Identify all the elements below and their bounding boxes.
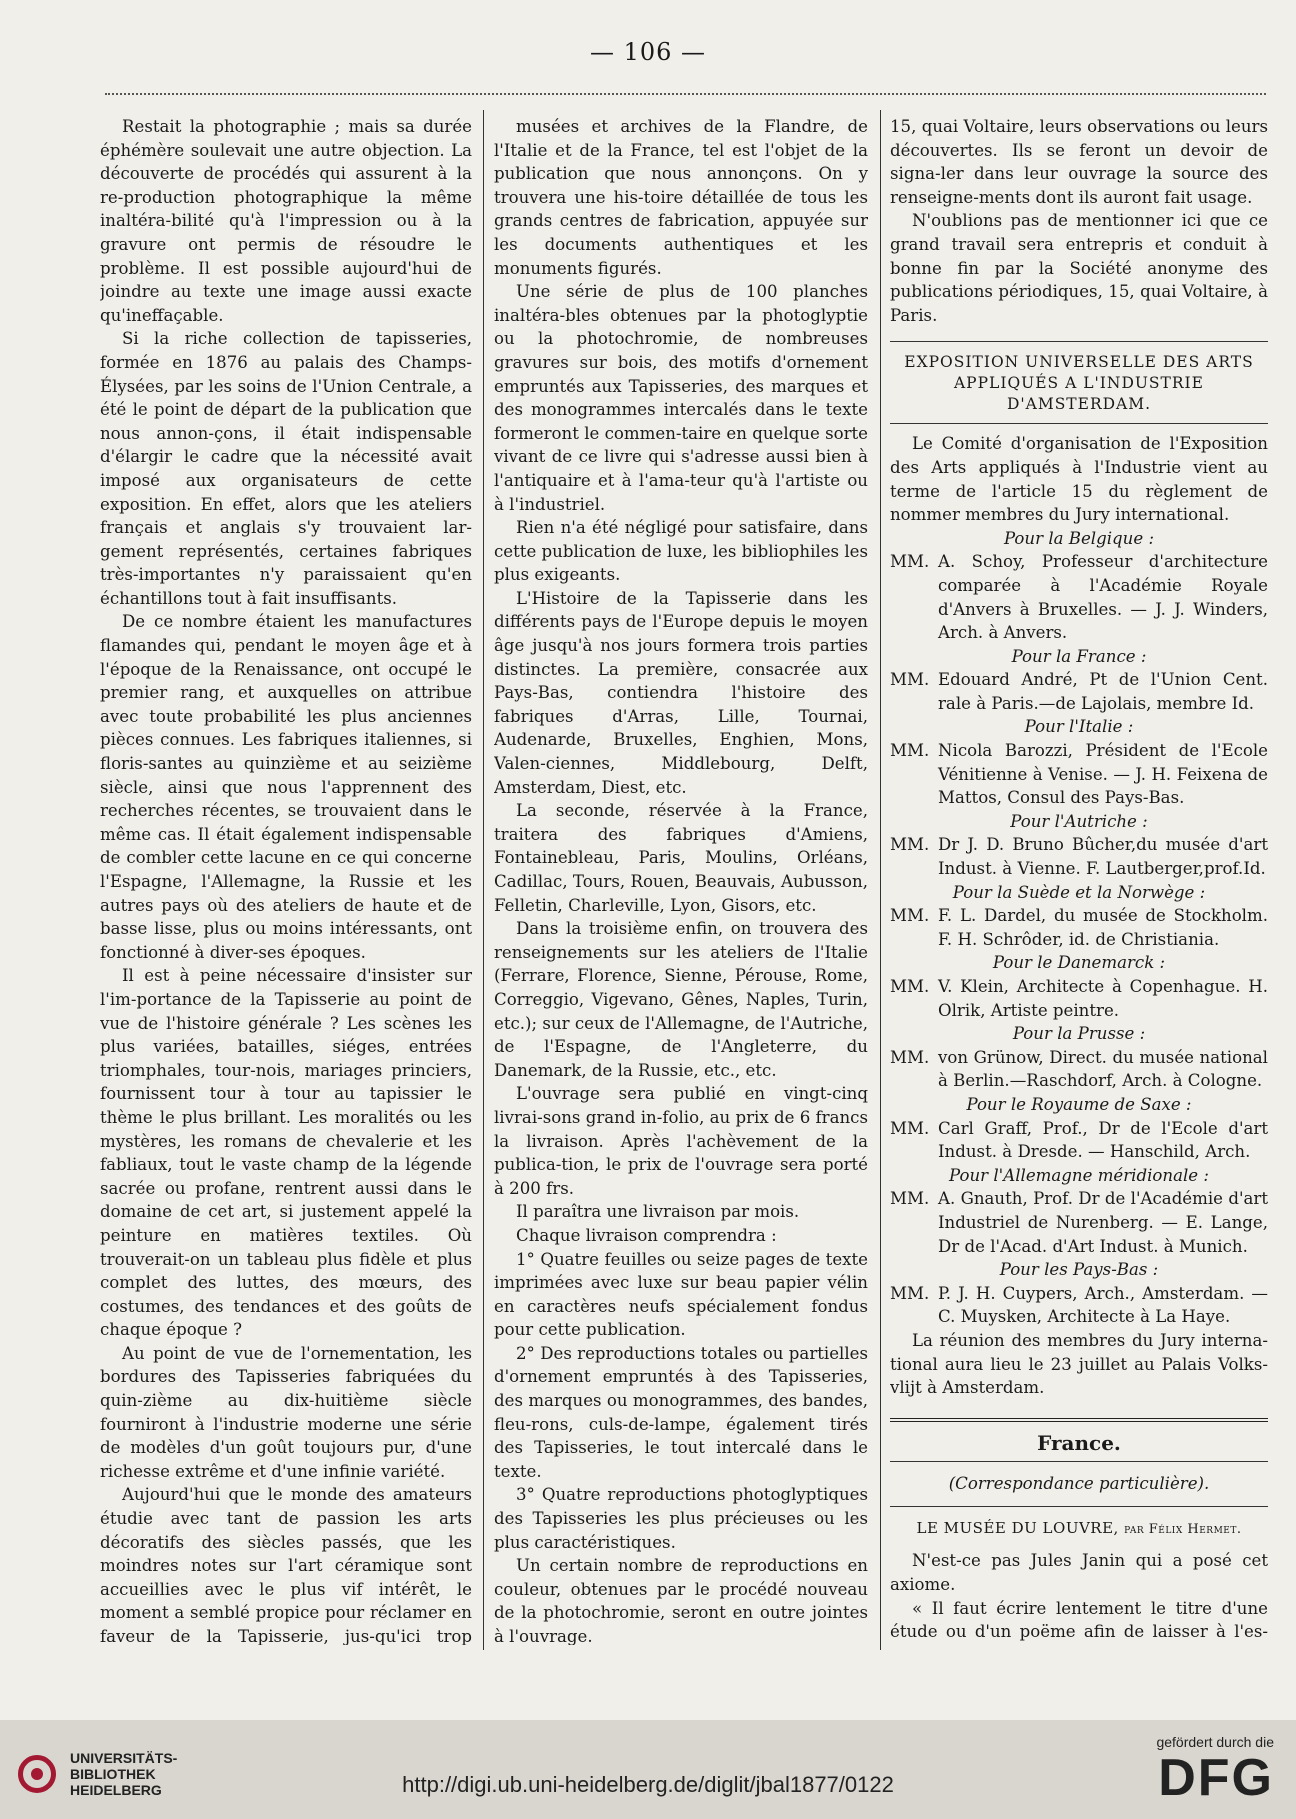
paragraph: 3° Quatre reproductions photoglyptiques des Tapisseries les plus précieuses ou les plus caractéristiques. — [494, 1485, 868, 1552]
jury-members: von Grünow, Direct. du musée national à Berlin.—Raschdorf, Arch. à Cologne. — [938, 1047, 1268, 1091]
jury-mm-label: MM. — [890, 906, 930, 926]
jury-mm-label: MM. — [890, 977, 930, 996]
jury-mm-label: MM. — [890, 1283, 930, 1303]
column-separator — [483, 110, 484, 1650]
jury-mm-label: MM. — [890, 741, 930, 761]
jury-members: P. J. H. Cuypers, Arch., Amsterdam. — C. Muysken, Architecte à La Haye. — [938, 1283, 1268, 1327]
column-1 — [100, 115, 472, 1645]
expo-title: EXPOSITION UNIVERSELLE DES ARTS APPLIQUÉS A L'INDUSTRIE D'AMSTERDAM. — [904, 353, 1254, 414]
jury-mm-label: MM. — [890, 552, 930, 572]
paragraph: N'est-ce pas Jules Janin qui a posé cet axiome. — [890, 1551, 1268, 1595]
column-separator — [880, 110, 881, 1650]
paragraph: 15, quai Voltaire, leurs observations ou leurs découvertes. Ils se feront un devoir de signa-ler dans leur ouvrage la source des renseigne-ments dont ils auront fait usage. — [890, 117, 1268, 207]
dfg-wordmark: DFG — [1158, 1749, 1274, 1807]
jury-entry — [890, 975, 1268, 1022]
jury-country-heading: Pour la Belgique : — [1003, 528, 1155, 548]
jury-list — [890, 527, 1268, 1329]
paragraph: N'oublions pas de mentionner ici que ce grand travail sera entrepris et conduit à bonne fin par la Société anonyme des publications périodiques, 15, quai Voltaire, à Paris. — [890, 211, 1268, 325]
paragraph: Au point de vue de l'ornementation, les bordures des Tapisseries fabriquées du quin-zième au dix-huitième siècle fourniront à l'industrie moderne une série de modèles d'un goût toujours pur, d'une richesse extrême et d'une infinie variété. — [100, 1343, 472, 1481]
jury-members: V. Klein, Architecte à Copenhague. H. Olrik, Artiste peintre. — [938, 977, 1268, 1020]
library-name-line: BIBLIOTHEK — [70, 1766, 156, 1782]
paragraph: La seconde, réservée à la France, traitera des fabriques d'Amiens, Fontainebleau, Paris, Moulins, Orléans, Cadillac, Tours, Rouen, Beauvais, Aubusson, Felletin, Charleville, Lyon, Gisors, etc. — [494, 801, 868, 915]
jury-country-heading: Pour le Royaume de Saxe : — [966, 1094, 1192, 1114]
jury-mm-label: MM. — [890, 1189, 930, 1209]
jury-country-heading: Pour la France : — [1011, 646, 1147, 666]
paragraph: Aujourd'hui que le monde des amateurs étudie avec tant de passion les arts décoratifs des siècles passés, que les moindres notes sur l'art céramique sont accueillies avec le plus vif intérêt, le moment a semblé propice pour réclamer en faveur de la Tapisserie, jus-qu'ici trop — [100, 1485, 472, 1645]
paragraph: L'Histoire de la Tapisserie dans les différents pays de l'Europe depuis le moyen âge jusqu'à nos jours formera trois parties distinctes. La première, consacrée aux Pays-Bas, contiendra l'histoire des fabriques d'Arras, Lille, Tournai, Audenarde, Bruxelles, Enghien, Mons, Valen-ciennes, Middlebourg, Delft, Amsterdam, Diest, etc. — [494, 588, 868, 797]
jury-entry — [890, 1046, 1268, 1093]
section-rule — [890, 1506, 1268, 1507]
paragraph: Il est à peine nécessaire d'insister sur l'im-portance de la Tapisserie au point de vue de l'histoire générale ? Les scènes les plus variées, batailles, siéges, entrées triomphales, tour-nois, mariages princiers, fournissent tour à tour au tapissier le thème le plus brillant. Les moralités ou les mystères, les romans de chevalerie et les fabliaux, tout le vaste champ de la légende sacrée ou profane, rentrent aussi dans le domaine de cet art, si justement appelé la peinture en matières textiles. Où trouverait-on un tableau plus fidèle et plus complet des luttes, des mœurs, des costumes, des tendances et des goûts de chaque époque ? — [100, 966, 472, 1340]
paragraph: L'ouvrage sera publié en vingt-cinq livrai-sons grand in-folio, au prix de 6 francs la livraison. Après l'achèvement de la publica-tion, le prix de l'ouvrage sera porté à 200 frs. — [494, 1084, 868, 1198]
jury-country-heading: Pour l'Italie : — [1024, 717, 1134, 737]
paragraph: Chaque livraison comprendra : — [516, 1225, 777, 1245]
jury-entry — [890, 739, 1268, 810]
jury-members: Nicola Barozzi, Président de l'Ecole Vénitienne à Venise. — J. H. Feixena de Mattos, Consul des Pays-Bas. — [938, 741, 1268, 808]
paragraph: 2° Des reproductions totales ou partielles d'ornement empruntés à des Tapisseries, des marques ou monogrammes, des bandes, fleu-rons, culs-de-lampe, également tirés des Tapisseries, le tout intercalé dans le texte. — [494, 1343, 868, 1481]
paragraph: Dans la troisième enfin, on trouvera des renseignements sur les ateliers de l'Italie (Ferrare, Florence, Sienne, Pérouse, Rome, Correggio, Vigevano, Gênes, Naples, Turin, etc.); sur ceux de l'Allemagne, de l'Autriche, de l'Espagne, de l'Angleterre, du Danemark, de la Russie, etc., etc. — [494, 919, 868, 1080]
jury-mm-label: MM. — [890, 670, 930, 690]
article-title-text: LE MUSÉE DU LOUVRE, — [916, 1518, 1119, 1537]
jury-members: A. Gnauth, Prof. Dr de l'Académie d'art Industriel de Nurenberg. — E. Lange, Dr de l'Acad. d'Art Indust. à Munich. — [938, 1189, 1268, 1256]
paragraph: De ce nombre étaient les manufactures flamandes qui, pendant le moyen âge et à l'époque de la Renaissance, ont occupé le premier rang, et auxquelles on attribue avec toute probabilité les plus anciennes pièces connues. Les fabriques italiennes, si floris-santes au quinzième et au seizième siècle, ainsi que nous l'apprennent des recherches récentes, se trouvaient dans le même cas. Il était également indispensable de combler cette lacune en ce qui concerne l'Espagne, l'Allemagne, la Russie et les autres pays où des ateliers de haute et de basse lisse, plus ou moins intéressants, ont fonctionné à diver-ses époques. — [100, 612, 472, 962]
jury-entry — [890, 1187, 1268, 1258]
france-subtitle: (Correspondance particulière). — [948, 1474, 1210, 1494]
jury-entry — [890, 904, 1268, 951]
column-3 — [890, 115, 1268, 1645]
jury-mm-label: MM. — [890, 1118, 930, 1138]
viewer-footer — [0, 1720, 1296, 1819]
jury-members: Edouard André, Pt de l'Union Cent. rale à Paris.—de Lajolais, membre Id. — [938, 670, 1268, 713]
article-author: par Félix Hermet. — [1124, 1521, 1242, 1537]
jury-members: A. Schoy, Professeur d'architecture comparée à l'Académie Royale d'Anvers à Bruxelles. — J. J. Winders, Arch. à Anvers. — [938, 552, 1268, 643]
permalink-url[interactable]: http://digi.ub.uni-heidelberg.de/diglit/jbal1877/0122 — [402, 1772, 894, 1797]
top-dotted-rule — [105, 93, 1266, 95]
expo-closing: La réunion des membres du Jury interna-tional aura lieu le 23 juillet au Palais Volks-vlijt à Amsterdam. — [890, 1330, 1268, 1398]
funded-by-label: gefördert durch die — [1156, 1734, 1274, 1750]
library-name-line: UNIVERSITÄTS- — [70, 1750, 178, 1766]
jury-entry — [890, 550, 1268, 644]
jury-mm-label: MM. — [890, 1047, 930, 1067]
jury-entry — [890, 833, 1268, 880]
paragraph: Il paraîtra une livraison par mois. — [516, 1202, 800, 1222]
section-rule-double — [890, 1418, 1268, 1422]
jury-country-heading: Pour les Pays-Bas : — [999, 1260, 1159, 1280]
jury-mm-label: MM. — [890, 835, 930, 855]
paragraph: 1° Quatre feuilles ou seize pages de texte imprimées avec luxe sur beau papier vélin en caractères neufs spécialement fondus pour cette publication. — [494, 1249, 868, 1340]
dfg-logo[interactable] — [1156, 1734, 1274, 1806]
jury-entry — [890, 1282, 1268, 1329]
jury-country-heading: Pour le Danemarck : — [992, 953, 1166, 973]
jury-country-heading: Pour l'Autriche : — [1010, 811, 1148, 831]
paragraph: Si la riche collection de tapisseries, formée en 1876 au palais des Champs-Élysées, par les soins de l'Union Centrale, a été le point de départ de la publication que nous annon-çons, il était indispensable d'élargir le cadre que la nécessité avait imposé aux organisateurs de cette exposition. En effet, alors que les ateliers français et anglais s'y trouvaient lar-gement représentés, certaines fabriques très-importantes n'y paraissaient qu'en échantillons tout à fait insuffisants. — [100, 329, 472, 608]
article-title — [890, 1517, 1268, 1542]
paragraph: Un certain nombre de reproductions en couleur, obtenues par le procédé nouveau de la photochromie, seront en outre jointes à l'ouvrage. — [494, 1556, 868, 1645]
jury-members: F. L. Dardel, du musée de Stockholm. F. H. Schrôder, id. de Christiania. — [938, 906, 1268, 949]
jury-country-heading: Pour la Prusse : — [1012, 1024, 1146, 1044]
section-rule — [890, 1461, 1268, 1462]
column-2 — [494, 115, 868, 1645]
france-heading: France. — [1037, 1430, 1121, 1455]
jury-entry — [890, 1117, 1268, 1164]
page-number: — 106 — — [589, 38, 707, 66]
expo-intro: Le Comité d'organisation de l'Exposition des Arts appliqués à l'Industrie vient au terme de l'article 15 du règlement de nommer membres du Jury international. — [890, 434, 1268, 525]
jury-country-heading: Pour la Suède et la Norwège : — [952, 882, 1206, 902]
paragraph: Rien n'a été négligé pour satisfaire, dans cette publication de luxe, les bibliophiles les plus exigeants. — [494, 518, 868, 585]
paragraph: musées et archives de la Flandre, de l'Italie et de la France, tel est l'objet de la publication que nous annonçons. On y trouvera une his-toire détaillée de tous les grands centres de fabrication, appuyée sur les documents authentiques et les monuments figurés. — [494, 117, 868, 278]
jury-entry — [890, 668, 1268, 715]
section-rule — [890, 423, 1268, 424]
paragraph: « Il faut écrire lentement le titre d'une étude ou d'un poëme afin de laisser à l'es- — [890, 1598, 1268, 1642]
section-rule — [890, 341, 1268, 342]
jury-members: Carl Graff, Prof., Dr de l'Ecole d'art Indust. à Dresde. — Hanschild, Arch. — [938, 1118, 1268, 1162]
jury-members: Dr J. D. Bruno Bûcher,du musée d'art Indust. à Vienne. F. Lautberger,prof.Id. — [938, 835, 1268, 879]
paragraph: Une série de plus de 100 planches inaltéra-bles obtenues par la photoglyptie ou la photochromie, de nombreuses gravures sur bois, des motifs d'ornement empruntés aux Tapisseries, des marques et des monogrammes intercalés dans le texte formeront le commen-taire en quelque sorte vivant de ce livre qui s'adresse aussi bien à l'antiquaire et à l'ama-teur qu'à l'artiste ou à l'industriel. — [494, 282, 868, 514]
jury-country-heading: Pour l'Allemagne méridionale : — [949, 1165, 1209, 1185]
library-name-line: HEIDELBERG — [70, 1782, 162, 1798]
paragraph: Restait la photographie ; mais sa durée éphémère soulevait une autre objection. La découverte de procédés qui assurent à la re-production photographique la même inaltéra-bilité qu'à l'impression ou à la gravure ont permis de résoudre le problème. Il est possible aujourd'hui de joindre au texte une image aussi exacte qu'ineffaçable. — [100, 117, 472, 325]
